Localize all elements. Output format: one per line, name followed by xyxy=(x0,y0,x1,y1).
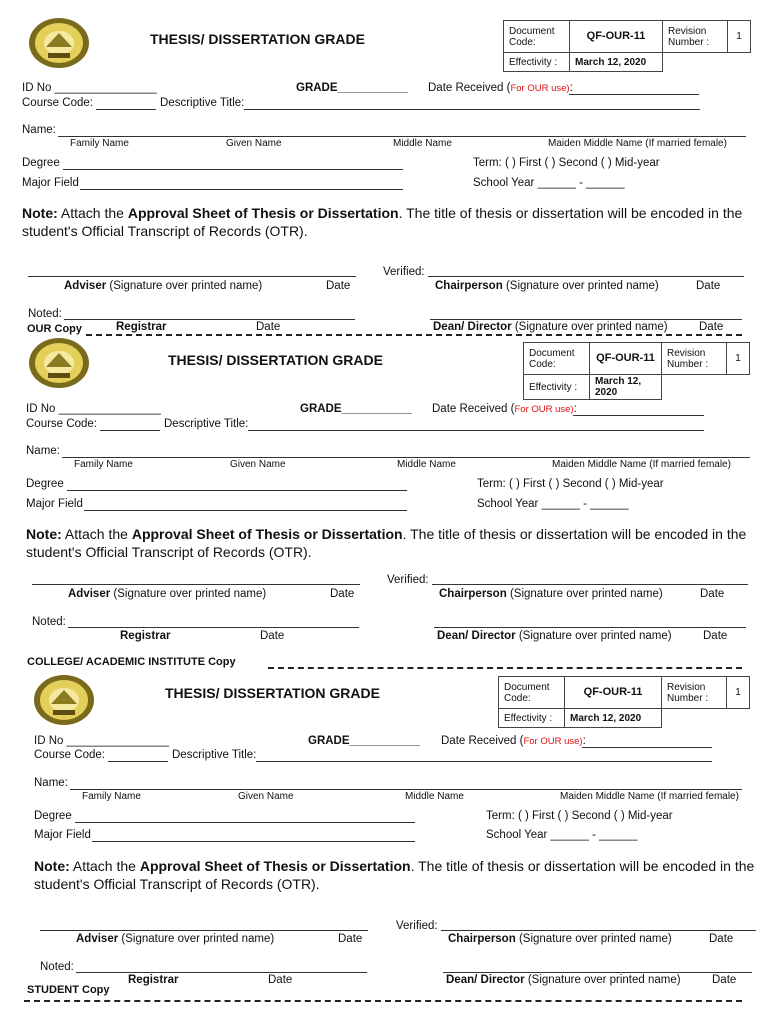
copy-label-our: OUR Copy xyxy=(27,323,82,335)
dean-date-caption: Date xyxy=(699,321,724,333)
chairperson-date-caption: Date xyxy=(696,280,721,292)
name-field[interactable] xyxy=(70,789,742,790)
name-label: Name: xyxy=(26,445,60,457)
copy-label-student: STUDENT Copy xyxy=(27,984,110,996)
chairperson-signature-line[interactable] xyxy=(428,276,744,277)
descriptive-title-field[interactable] xyxy=(248,430,704,431)
revision-label: Revision Number : xyxy=(663,21,728,53)
revision-label: Revision Number : xyxy=(662,677,727,709)
effectivity-value: March 12, 2020 xyxy=(565,709,662,728)
term-options[interactable]: Term: ( ) First ( ) Second ( ) Mid-year xyxy=(486,810,673,822)
adviser-caption: Adviser (Signature over printed name) xyxy=(76,933,275,945)
form-title: THESIS/ DISSERTATION GRADE xyxy=(150,31,365,47)
date-received-field[interactable] xyxy=(569,94,699,95)
course-code-label: Course Code: xyxy=(22,97,93,109)
grade-field[interactable]: GRADE___________ xyxy=(308,735,420,747)
name-field[interactable] xyxy=(58,136,746,137)
school-year-field[interactable]: School Year ______ - ______ xyxy=(473,177,625,189)
dean-caption: Dean/ Director (Signature over printed name) xyxy=(446,974,681,986)
registrar-date-caption: Date xyxy=(260,630,285,642)
family-name-caption: Family Name xyxy=(74,459,133,470)
middle-name-caption: Middle Name xyxy=(393,138,452,149)
copy-label-college: COLLEGE/ ACADEMIC INSTITUTE Copy xyxy=(27,656,236,668)
major-field-field[interactable] xyxy=(92,841,415,842)
dean-date-caption: Date xyxy=(703,630,728,642)
effectivity-value: March 12, 2020 xyxy=(590,375,662,400)
adviser-date-caption: Date xyxy=(326,280,351,292)
descriptive-title-label: Descriptive Title: xyxy=(160,97,245,109)
dean-date-caption: Date xyxy=(712,974,737,986)
revision-value: 1 xyxy=(728,21,751,53)
revision-value: 1 xyxy=(727,677,750,709)
university-seal-logo xyxy=(33,674,95,726)
registrar-date-caption: Date xyxy=(268,974,293,986)
degree-field[interactable] xyxy=(75,822,415,823)
maiden-name-caption: Maiden Middle Name (If married female) xyxy=(548,138,727,149)
date-received-label: Date Received (For OUR use): xyxy=(441,735,586,747)
registrar-caption: Registrar xyxy=(128,974,179,986)
adviser-signature-line[interactable] xyxy=(40,930,368,931)
degree-label: Degree xyxy=(34,810,72,822)
family-name-caption: Family Name xyxy=(70,138,129,149)
date-received-label: Date Received (For OUR use): xyxy=(432,403,577,415)
document-code-value: QF-OUR-11 xyxy=(570,21,663,53)
noted-label: Noted: xyxy=(40,961,74,973)
course-code-field[interactable] xyxy=(108,761,168,762)
major-field-label: Major Field xyxy=(22,177,79,189)
adviser-date-caption: Date xyxy=(330,588,355,600)
name-label: Name: xyxy=(34,777,68,789)
course-code-label: Course Code: xyxy=(34,749,105,761)
id-no-field[interactable]: ID No ________________ xyxy=(34,735,169,747)
form-title: THESIS/ DISSERTATION GRADE xyxy=(165,685,380,701)
verified-label: Verified: xyxy=(396,920,438,932)
dean-signature-line[interactable] xyxy=(443,972,752,973)
note-text: Note: Attach the Approval Sheet of Thesis or Dissertation. The title of thesis or dissertation will be encoded in the student's Official Transcript of Records (OTR). xyxy=(22,205,743,239)
form-college-copy xyxy=(0,320,770,650)
registrar-signature-line[interactable] xyxy=(68,627,359,628)
major-field-field[interactable] xyxy=(84,510,407,511)
registrar-caption: Registrar xyxy=(116,321,167,333)
university-seal-logo xyxy=(28,17,90,69)
adviser-caption: Adviser (Signature over printed name) xyxy=(68,588,267,600)
verified-label: Verified: xyxy=(387,574,429,586)
document-control-table xyxy=(523,342,750,400)
given-name-caption: Given Name xyxy=(238,791,294,802)
chairperson-caption: Chairperson (Signature over printed name) xyxy=(435,280,659,292)
registrar-date-caption: Date xyxy=(256,321,281,333)
descriptive-title-field[interactable] xyxy=(244,109,700,110)
chairperson-caption: Chairperson (Signature over printed name) xyxy=(439,588,663,600)
document-code-label: Document Code: xyxy=(524,343,590,375)
document-control-table xyxy=(503,20,751,72)
chairperson-date-caption: Date xyxy=(700,588,725,600)
effectivity-label: Effectivity : xyxy=(524,375,590,400)
chairperson-date-caption: Date xyxy=(709,933,734,945)
degree-field[interactable] xyxy=(67,490,407,491)
descriptive-title-label: Descriptive Title: xyxy=(172,749,257,761)
revision-value: 1 xyxy=(727,343,750,375)
date-received-label: Date Received (For OUR use): xyxy=(428,82,573,94)
form-student-copy xyxy=(0,656,770,986)
major-field-label: Major Field xyxy=(34,829,91,841)
degree-label: Degree xyxy=(26,478,64,490)
course-code-label: Course Code: xyxy=(26,418,97,430)
grade-field[interactable]: GRADE___________ xyxy=(300,403,412,415)
effectivity-value: March 12, 2020 xyxy=(570,53,663,72)
chairperson-signature-line[interactable] xyxy=(441,930,756,931)
registrar-signature-line[interactable] xyxy=(76,972,367,973)
note-text: Note: Attach the Approval Sheet of Thesis or Dissertation. The title of thesis or dissertation will be encoded in the student's Official Transcript of Records (OTR). xyxy=(34,858,755,892)
cut-line-3 xyxy=(24,1000,742,1002)
dean-signature-line[interactable] xyxy=(434,627,746,628)
adviser-date-caption: Date xyxy=(338,933,363,945)
note-text: Note: Attach the Approval Sheet of Thesis or Dissertation. The title of thesis or dissertation will be encoded in the student's Official Transcript of Records (OTR). xyxy=(26,526,747,560)
descriptive-title-label: Descriptive Title: xyxy=(164,418,249,430)
noted-label: Noted: xyxy=(32,616,66,628)
school-year-field[interactable]: School Year ______ - ______ xyxy=(486,829,638,841)
id-no-field[interactable]: ID No ________________ xyxy=(26,403,161,415)
form-title: THESIS/ DISSERTATION GRADE xyxy=(168,352,383,368)
noted-label: Noted: xyxy=(28,308,62,320)
document-code-value: QF-OUR-11 xyxy=(590,343,662,375)
university-seal-logo xyxy=(28,337,90,389)
maiden-name-caption: Maiden Middle Name (If married female) xyxy=(560,791,739,802)
dean-caption: Dean/ Director (Signature over printed name) xyxy=(437,630,672,642)
term-options[interactable]: Term: ( ) First ( ) Second ( ) Mid-year xyxy=(477,478,664,490)
course-code-field[interactable] xyxy=(96,109,156,110)
family-name-caption: Family Name xyxy=(82,791,141,802)
adviser-caption: Adviser (Signature over printed name) xyxy=(64,280,263,292)
adviser-signature-line[interactable] xyxy=(32,584,360,585)
dean-caption: Dean/ Director (Signature over printed name) xyxy=(433,321,668,333)
document-code-label: Document Code: xyxy=(504,21,570,53)
middle-name-caption: Middle Name xyxy=(397,459,456,470)
effectivity-label: Effectivity : xyxy=(504,53,570,72)
date-received-field[interactable] xyxy=(582,747,712,748)
adviser-signature-line[interactable] xyxy=(28,276,356,277)
grade-field[interactable]: GRADE___________ xyxy=(296,82,408,94)
effectivity-label: Effectivity : xyxy=(499,709,565,728)
id-no-field[interactable]: ID No ________________ xyxy=(22,82,157,94)
school-year-field[interactable]: School Year ______ - ______ xyxy=(477,498,629,510)
verified-label: Verified: xyxy=(383,266,425,278)
term-options[interactable]: Term: ( ) First ( ) Second ( ) Mid-year xyxy=(473,157,660,169)
document-code-value: QF-OUR-11 xyxy=(565,677,662,709)
revision-label: Revision Number : xyxy=(662,343,727,375)
given-name-caption: Given Name xyxy=(230,459,286,470)
document-code-label: Document Code: xyxy=(499,677,565,709)
major-field-field[interactable] xyxy=(80,189,403,190)
degree-field[interactable] xyxy=(63,169,403,170)
form-our-copy xyxy=(0,0,770,333)
given-name-caption: Given Name xyxy=(226,138,282,149)
major-field-label: Major Field xyxy=(26,498,83,510)
middle-name-caption: Middle Name xyxy=(405,791,464,802)
name-label: Name: xyxy=(22,124,56,136)
document-control-table xyxy=(498,676,750,728)
chairperson-caption: Chairperson (Signature over printed name) xyxy=(448,933,672,945)
registrar-caption: Registrar xyxy=(120,630,171,642)
descriptive-title-field[interactable] xyxy=(256,761,712,762)
course-code-field[interactable] xyxy=(100,430,160,431)
date-received-field[interactable] xyxy=(573,415,704,416)
degree-label: Degree xyxy=(22,157,60,169)
maiden-name-caption: Maiden Middle Name (If married female) xyxy=(552,459,731,470)
chairperson-signature-line[interactable] xyxy=(432,584,748,585)
name-field[interactable] xyxy=(62,457,750,458)
